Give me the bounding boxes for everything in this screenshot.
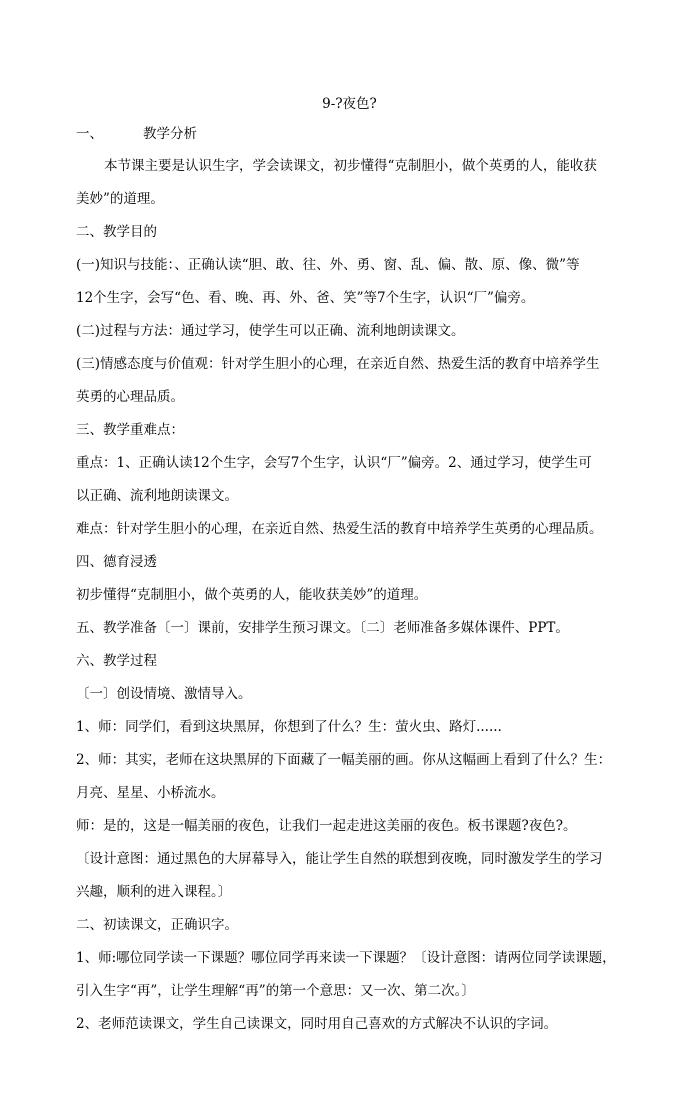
- paragraph-line: 〔一〕创设情境、激情导入。: [76, 686, 252, 702]
- paragraph-line: 兴趣，顺利的进入课程。〕: [76, 884, 232, 900]
- section-heading-preparation: 五、教学准备〔一〕课前，安排学生预习课文。〔二〕老师准备多媒体课件、PPT。: [76, 620, 569, 636]
- paragraph-line: (三)情感态度与价值观：针对学生胆小的心理，在亲近自然、热爱生活的教育中培养学生: [76, 356, 600, 372]
- section-heading-goals: 二、教学目的: [76, 224, 157, 240]
- document-title: 9-?夜色?: [322, 96, 377, 112]
- paragraph-line: 重点：1、正确认读12个生字，会写7个生字，认识“厂”偏旁。2、通过学习，使学生可: [76, 455, 592, 471]
- section-heading-analysis: [76, 125, 636, 143]
- section-heading-process: 六、教学过程: [76, 653, 157, 669]
- paragraph-line: (二)过程与方法：通过学习，使学生可以正确、流利地朗读课文。: [76, 323, 465, 339]
- paragraph-line: 引入生字“再”，让学生理解“再”的第一个意思：又一次、第二次。〕: [76, 983, 475, 999]
- paragraph-line: 以正确、流利地朗读课文。: [76, 488, 238, 504]
- heading-text: 教学分析: [143, 126, 197, 142]
- paragraph-line: 美妙”的道理。: [76, 191, 164, 207]
- section-heading-keypoints: 三、教学重难点：: [76, 422, 184, 438]
- paragraph-line: 12个生字，会写“色、看、晚、再、外、爸、笑”等7个生字，认识“厂”偏旁。: [76, 290, 535, 306]
- section-heading-moral: 四、德育浸透: [76, 554, 157, 570]
- paragraph-line: 初步懂得“克制胆小，做个英勇的人，能收获美妙”的道理。: [76, 587, 428, 603]
- paragraph-line: 本节课主要是认识生字，学会读课文，初步懂得“克制胆小，做个英勇的人，能收获: [104, 158, 597, 174]
- paragraph-line: 师：是的，这是一幅美丽的夜色，让我们一起走进这美丽的夜色。板书课题?夜色?。: [76, 818, 577, 834]
- paragraph-line: 月亮、星星、小桥流水。: [76, 785, 225, 801]
- heading-number: 一、: [76, 126, 103, 142]
- paragraph-line: 英勇的心理品质。: [76, 389, 184, 405]
- paragraph-line: 难点：针对学生胆小的心理，在亲近自然、热爱生活的教育中培养学生英勇的心理品质。: [76, 521, 603, 537]
- paragraph-line: 〔设计意图：通过黑色的大屏幕导入，能让学生自然的联想到夜晚，同时激发学生的学习: [76, 851, 603, 867]
- paragraph-line: 2、老师范读课文，学生自己读课文，同时用自己喜欢的方式解决不认识的字词。: [76, 1016, 558, 1032]
- paragraph-line: 二、初读课文，正确识字。: [76, 917, 238, 933]
- paragraph-line: (一)知识与技能：、正确认读“胆、敢、往、外、勇、窗、乱、偏、散、原、像、微”等: [76, 257, 580, 273]
- paragraph-line: 1、师:哪位同学读一下课题？哪位同学再来读一下课题？〔设计意图：请两位同学读课题，: [76, 950, 616, 966]
- paragraph-line: 1、师：同学们，看到这块黑屏，你想到了什么？生：萤火虫、路灯......: [76, 719, 502, 735]
- paragraph-line: 2、师：其实，老师在这块黑屏的下面藏了一幅美丽的画。你从这幅画上看到了什么？生：: [76, 752, 612, 768]
